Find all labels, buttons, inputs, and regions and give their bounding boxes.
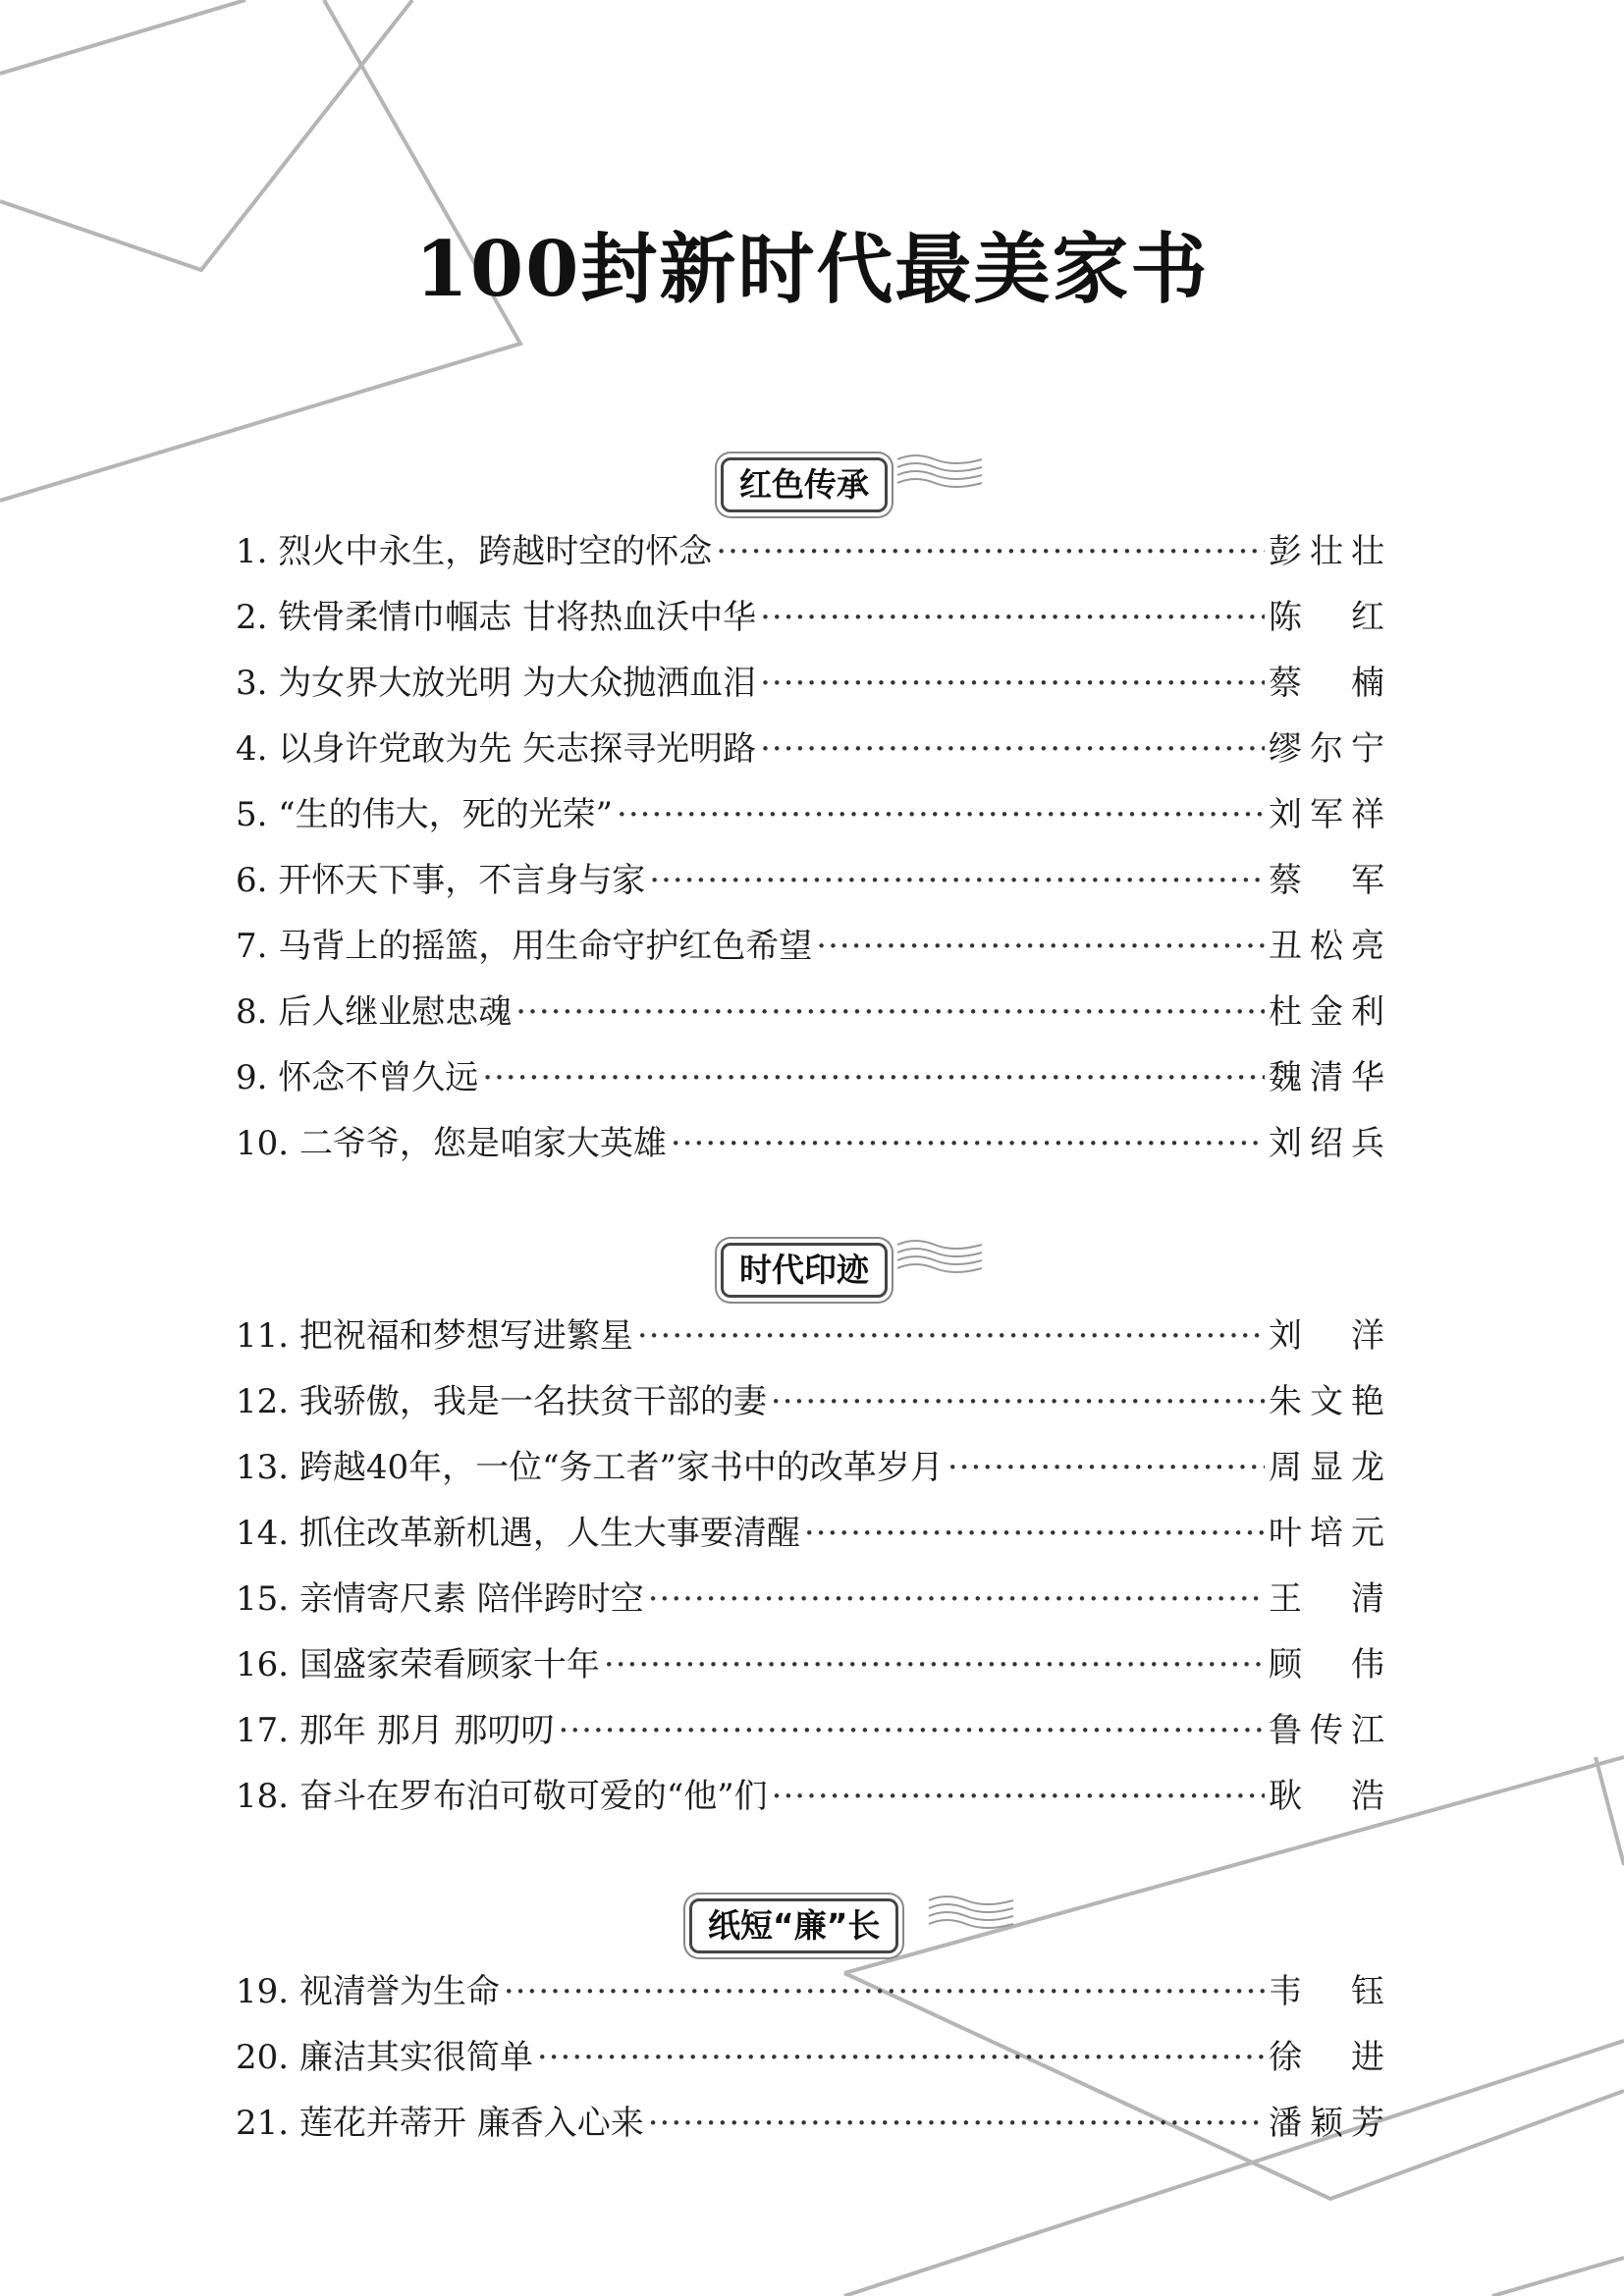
entry-author: 潘颖芳 — [1269, 2104, 1384, 2143]
entry-author: 鲁传江 — [1269, 1711, 1384, 1750]
entry-author: 周显龙 — [1269, 1448, 1384, 1487]
toc-entry[interactable]: 14. 抓住改革新机遇，人生大事要清醒 ····· 叶培元 — [236, 1501, 1384, 1567]
dot-leader — [515, 980, 1265, 1045]
entry-author: 刘军祥 — [1269, 795, 1384, 834]
toc-entry[interactable]: 3. 为女界大放光明 为大众抛洒血泪 ····· 蔡 楠 — [236, 651, 1384, 717]
entry-title: 开怀天下事，不言身与家 — [278, 861, 646, 900]
dot-leader — [482, 1045, 1265, 1111]
dot-leader — [760, 585, 1265, 651]
entry-title: 国盛家荣看顾家十年 — [298, 1645, 600, 1684]
section-title: 红色传承 — [721, 457, 888, 512]
toc-entry[interactable]: 19. 视清誉为生命 ····· 韦 钰 — [236, 1959, 1384, 2025]
entry-title: 铁骨柔情巾帼志 甘将热血沃中华 — [278, 598, 757, 637]
dot-leader — [648, 2091, 1265, 2157]
toc-entry[interactable]: 20. 廉洁其实很简单 ····· 徐 进 — [236, 2025, 1384, 2091]
entry-author: 朱文艳 — [1269, 1382, 1384, 1421]
entry-title: 跨越40年，一位“务工者”家书中的改革岁月 — [298, 1448, 944, 1487]
section-header-era-traces — [0, 1235, 1624, 1304]
section-header-integrity — [0, 1891, 1624, 1959]
entry-author: 陈 红 — [1269, 598, 1384, 637]
entry-title: 莲花并蒂开 廉香入心来 — [298, 2104, 644, 2143]
dot-leader — [716, 519, 1265, 585]
entry-author: 缪尔宁 — [1269, 729, 1384, 769]
page-title: 100封新时代最美家书 — [414, 225, 1210, 314]
dot-leader — [559, 1698, 1265, 1764]
postmark-icon — [895, 450, 984, 499]
toc-entry[interactable]: 2. 铁骨柔情巾帼志 甘将热血沃中华 ····· 陈 红 — [236, 585, 1384, 651]
entry-title: 视清誉为生命 — [298, 1972, 500, 2011]
toc-entry[interactable]: 8. 后人继业慰忠魂 ····· 杜金利 — [236, 980, 1384, 1045]
postmark-icon — [927, 1891, 1015, 1940]
dot-leader — [772, 1764, 1265, 1830]
entry-title: 烈火中永生，跨越时空的怀念 — [278, 532, 713, 571]
dot-leader — [947, 1435, 1265, 1501]
entry-author: 韦 钰 — [1269, 1972, 1384, 2011]
dot-leader — [537, 2025, 1265, 2091]
entry-title: 我骄傲，我是一名扶贫干部的妻 — [298, 1382, 767, 1421]
dot-leader — [760, 651, 1265, 717]
toc-entry[interactable]: 15. 亲情寄尺素 陪伴跨时空 ····· 王 清 — [236, 1567, 1384, 1632]
entry-title: 把祝福和梦想写进繁星 — [298, 1316, 633, 1356]
entry-author: 魏清华 — [1269, 1058, 1384, 1097]
entry-title: 以身许党敢为先 矢志探寻光明路 — [278, 729, 757, 769]
entry-author: 丑松亮 — [1269, 927, 1384, 966]
dot-leader — [760, 717, 1265, 782]
entry-title: “生的伟大，死的光荣” — [278, 795, 614, 834]
section-list-red-heritage — [236, 519, 1384, 1177]
section-title: 时代印迹 — [721, 1243, 888, 1298]
dot-leader — [649, 848, 1265, 914]
postmark-icon — [895, 1235, 984, 1284]
toc-entry[interactable]: 11. 把祝福和梦想写进繁星 ····· 刘 洋 — [236, 1304, 1384, 1369]
entry-title: 抓住改革新机遇，人生大事要清醒 — [298, 1514, 800, 1553]
entry-author: 彭壮壮 — [1269, 532, 1384, 571]
toc-entry[interactable]: 7. 马背上的摇篮，用生命守护红色希望 ····· 丑松亮 — [236, 914, 1384, 980]
dot-leader — [648, 1567, 1265, 1632]
entry-title: 怀念不曾久远 — [278, 1058, 479, 1097]
entry-author: 叶培元 — [1269, 1514, 1384, 1553]
toc-entry[interactable]: 9. 怀念不曾久远 ····· 魏清华 — [236, 1045, 1384, 1111]
entry-title: 二爷爷，您是咱家大英雄 — [298, 1124, 667, 1163]
entry-author: 刘 洋 — [1269, 1316, 1384, 1356]
entry-title: 那年 那月 那叨叨 — [298, 1711, 555, 1750]
entry-title: 亲情寄尺素 陪伴跨时空 — [298, 1579, 644, 1619]
toc-entry[interactable]: 16. 国盛家荣看顾家十年 ····· 顾 伟 — [236, 1632, 1384, 1698]
toc-entry[interactable]: 4. 以身许党敢为先 矢志探寻光明路 ····· 缪尔宁 — [236, 717, 1384, 782]
section-header-red-heritage — [0, 450, 1624, 518]
dot-leader — [504, 1959, 1265, 2025]
toc-entry[interactable]: 12. 我骄傲，我是一名扶贫干部的妻 ····· 朱文艳 — [236, 1369, 1384, 1435]
section-list-era-traces — [236, 1304, 1384, 1830]
dot-leader — [637, 1304, 1265, 1369]
entry-author: 徐 进 — [1269, 2038, 1384, 2077]
toc-entry[interactable]: 10. 二爷爷，您是咱家大英雄 ····· 刘绍兵 — [236, 1111, 1384, 1177]
dot-leader — [671, 1111, 1265, 1177]
entry-author: 蔡 楠 — [1269, 664, 1384, 703]
dot-leader — [771, 1369, 1265, 1435]
entry-author: 蔡 军 — [1269, 861, 1384, 900]
entry-title: 奋斗在罗布泊可敬可爱的“他”们 — [298, 1777, 768, 1816]
section-title: 纸短“廉”长 — [689, 1898, 898, 1953]
toc-entry[interactable]: 18. 奋斗在罗布泊可敬可爱的“他”们 ····· 耿 浩 — [236, 1764, 1384, 1830]
toc-entry[interactable]: 6. 开怀天下事，不言身与家 ····· 蔡 军 — [236, 848, 1384, 914]
entry-title: 为女界大放光明 为大众抛洒血泪 — [278, 664, 757, 703]
entry-title: 廉洁其实很简单 — [298, 2038, 533, 2077]
dot-leader — [617, 782, 1265, 848]
entry-author: 耿 浩 — [1269, 1777, 1384, 1816]
dot-leader — [804, 1501, 1265, 1567]
entry-author: 顾 伟 — [1269, 1645, 1384, 1684]
entry-author: 王 清 — [1269, 1579, 1384, 1619]
toc-entry[interactable]: 1. 烈火中永生，跨越时空的怀念 ····· 彭壮壮 — [236, 519, 1384, 585]
entry-title: 马背上的摇篮，用生命守护红色希望 — [278, 927, 813, 966]
toc-entry[interactable]: 5. “生的伟大，死的光荣” ····· 刘军祥 — [236, 782, 1384, 848]
toc-entry[interactable]: 17. 那年 那月 那叨叨 ····· 鲁传江 — [236, 1698, 1384, 1764]
dot-leader — [604, 1632, 1265, 1698]
dot-leader — [816, 914, 1265, 980]
entry-author: 杜金利 — [1269, 992, 1384, 1032]
toc-entry[interactable]: 21. 莲花并蒂开 廉香入心来 ····· 潘颖芳 — [236, 2091, 1384, 2157]
toc-entry[interactable]: 13. 跨越40年，一位“务工者”家书中的改革岁月 ····· 周显龙 — [236, 1435, 1384, 1501]
entry-title: 后人继业慰忠魂 — [278, 992, 513, 1032]
entry-author: 刘绍兵 — [1269, 1124, 1384, 1163]
section-list-integrity — [236, 1959, 1384, 2157]
